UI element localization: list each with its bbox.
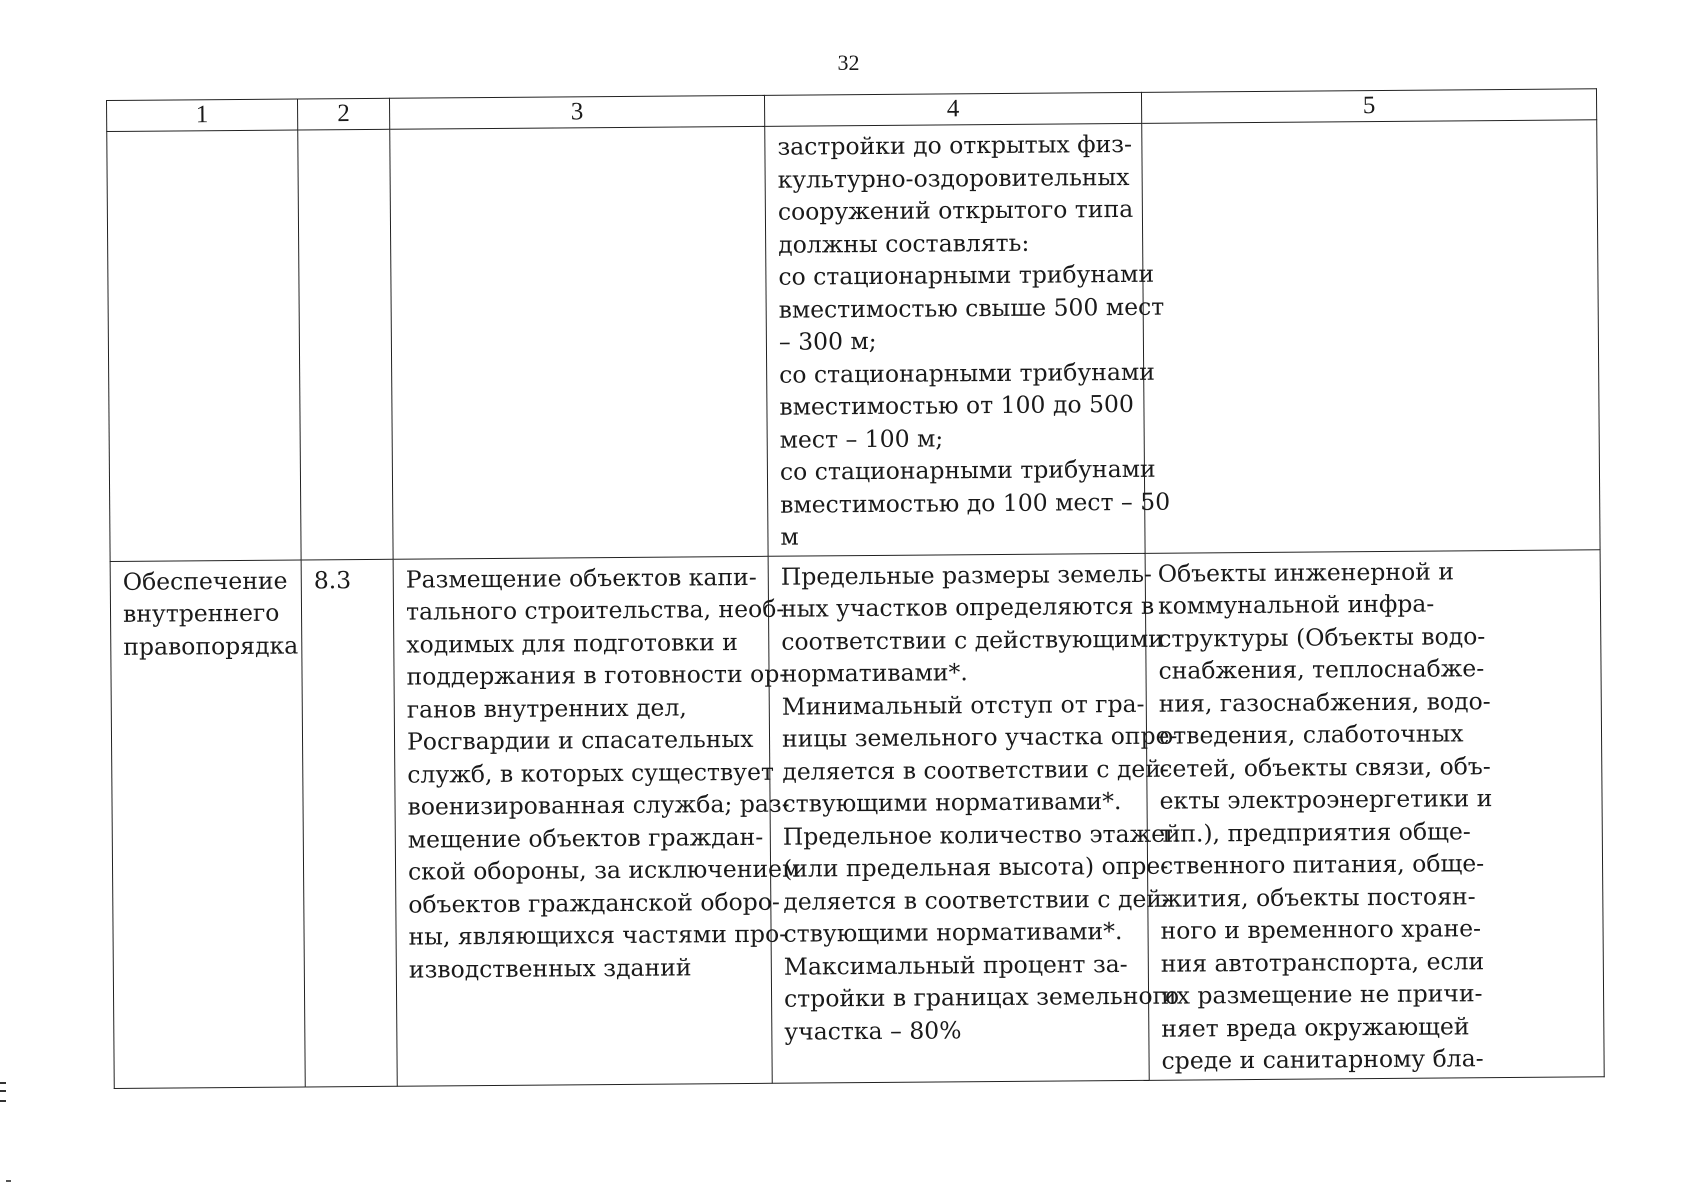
cell-text-line: Объекты инженерной и (1157, 556, 1455, 588)
cell-text-line: Предельные размеры земель- (780, 559, 1153, 591)
cell-text-line: деляется в соответствии с дей- (782, 754, 1169, 786)
cell-text-line: застройки до открытых физ- (777, 129, 1133, 161)
cell-text-line: мест – 100 м; (779, 423, 944, 454)
cell-text-line: внутреннего (122, 598, 280, 628)
regulations-table-wrapper (106, 88, 1605, 1088)
cell-continued-col3 (390, 126, 768, 558)
scan-edge-mark (0, 1082, 6, 1102)
cell-text-line: служб, в которых существует (407, 757, 775, 789)
cell-text-line: изводственных зданий (408, 952, 692, 984)
scan-edge-dot (6, 1180, 11, 1182)
cell-text-line: со стационарными трибунами (778, 259, 1155, 291)
cell-text-line: участка – 80% (784, 1015, 962, 1046)
cell-text-line: Обеспечение (122, 566, 288, 596)
cell-text-line: Размещение объектов капи- (405, 562, 757, 594)
cell-text-line: деляется в соответствии с дей- (783, 884, 1171, 916)
cell-text-line: коммунальной инфра- (1157, 589, 1435, 620)
cell-text-line: 8.3 (313, 565, 352, 594)
cell-text-line: соответствии с действующими (781, 624, 1164, 656)
table-row-internal-order (110, 549, 1604, 1088)
cell-text-line: снабжения, теплоснабже- (1158, 654, 1485, 685)
cell-text-line: структуры (Объекты водо- (1158, 621, 1486, 653)
cell-text-line: ных участков определяются в (780, 591, 1155, 623)
cell-text-line: ницы земельного участка опре- (781, 721, 1178, 753)
cell-text-line: ственного питания, обще- (1159, 849, 1485, 880)
cell-text-line: их размещение не причи- (1160, 979, 1483, 1010)
cell-text-line: отведения, слаботочных (1158, 719, 1464, 750)
cell-text-line: вместимостью до 100 мест – 50 (780, 487, 1171, 519)
header-cell-4: 4 (764, 92, 1141, 126)
cell-text-line: (или предельная высота) опре- (782, 851, 1169, 883)
cell-text-line: стройки в границах земельного (783, 981, 1180, 1013)
cell-text-line: со стационарными трибунами (779, 454, 1156, 486)
cell-text-line: объектов гражданской оборо- (408, 887, 780, 919)
cell-text-line: тального строительства, необ- (405, 594, 785, 626)
cell-text-line: ганов внутренних дел, (406, 692, 687, 724)
cell-text-line: вместимостью свыше 500 мест (778, 292, 1165, 324)
cell-text-line: сетей, объекты связи, объ- (1159, 751, 1491, 783)
cell-text-line: среде и санитарному бла- (1161, 1044, 1484, 1075)
cell-continued-col4 (765, 123, 1171, 555)
cell-text-line: правопорядка (123, 631, 299, 661)
cell-usage-type-name (110, 559, 305, 1087)
cell-text-line: т.п.), предприятия обще- (1159, 816, 1471, 848)
cell-text-line: со стационарными трибунами (779, 357, 1155, 389)
cell-text-line: – 300 м; (778, 326, 877, 356)
cell-text-line: сооружений открытого типа (777, 194, 1134, 226)
cell-text-line: Минимальный отступ от гра- (781, 689, 1145, 721)
cell-text-line: жития, объекты постоян- (1160, 881, 1476, 913)
page-number: 32 (837, 50, 860, 75)
table-row-continued (107, 120, 1600, 561)
cell-auxiliary-uses (1145, 549, 1604, 1080)
cell-parameters (768, 553, 1181, 1083)
cell-text-line: мещение объектов граждан- (407, 822, 764, 854)
cell-continued-col5 (1142, 120, 1600, 553)
cell-text-line: военизированная служба; раз- (407, 789, 790, 821)
cell-text-line: ния автотранспорта, если (1160, 946, 1485, 978)
header-cell-2: 2 (297, 98, 389, 130)
cell-text-line: Предельное количество этажей (782, 819, 1181, 851)
cell-usage-code (301, 559, 397, 1087)
cell-text-line: нормативами*. (781, 658, 968, 688)
cell-text-line: ствующими нормативами*. (783, 917, 1123, 948)
cell-continued-col2 (298, 129, 393, 559)
cell-text-line: вместимостью от 100 до 500 (779, 389, 1134, 421)
header-cell-1: 1 (107, 99, 298, 131)
cell-text-line: ходимых для подготовки и (406, 627, 738, 659)
cell-text-line: м (780, 522, 799, 551)
cell-text-line: культурно-оздоровительных (777, 162, 1130, 194)
cell-text-line: ния, газоснабжения, водо- (1158, 686, 1491, 718)
cell-text-line: ного и временного хране- (1160, 914, 1482, 945)
header-cell-3: 3 (389, 95, 764, 129)
cell-usage-description (393, 556, 801, 1086)
header-cell-5: 5 (1141, 89, 1596, 124)
cell-text-line: ны, являющихся частями про- (408, 919, 788, 951)
cell-text-line: ствующими нормативами*. (782, 787, 1122, 818)
cell-text-line: поддержания в готовности ор- (406, 659, 788, 691)
regulations-table (106, 88, 1605, 1088)
cell-text-line: ской обороны, за исключением (407, 854, 801, 886)
cell-continued-col1 (107, 130, 301, 561)
cell-text-line: Максимальный процент за- (783, 949, 1128, 981)
cell-text-line: должны составлять: (778, 228, 1030, 259)
cell-text-line: Росгвардии и спасательных (406, 724, 754, 756)
cell-text-line: екты электроэнергетики и (1159, 784, 1493, 815)
cell-text-line: няет вреда окружающей (1161, 1011, 1470, 1043)
